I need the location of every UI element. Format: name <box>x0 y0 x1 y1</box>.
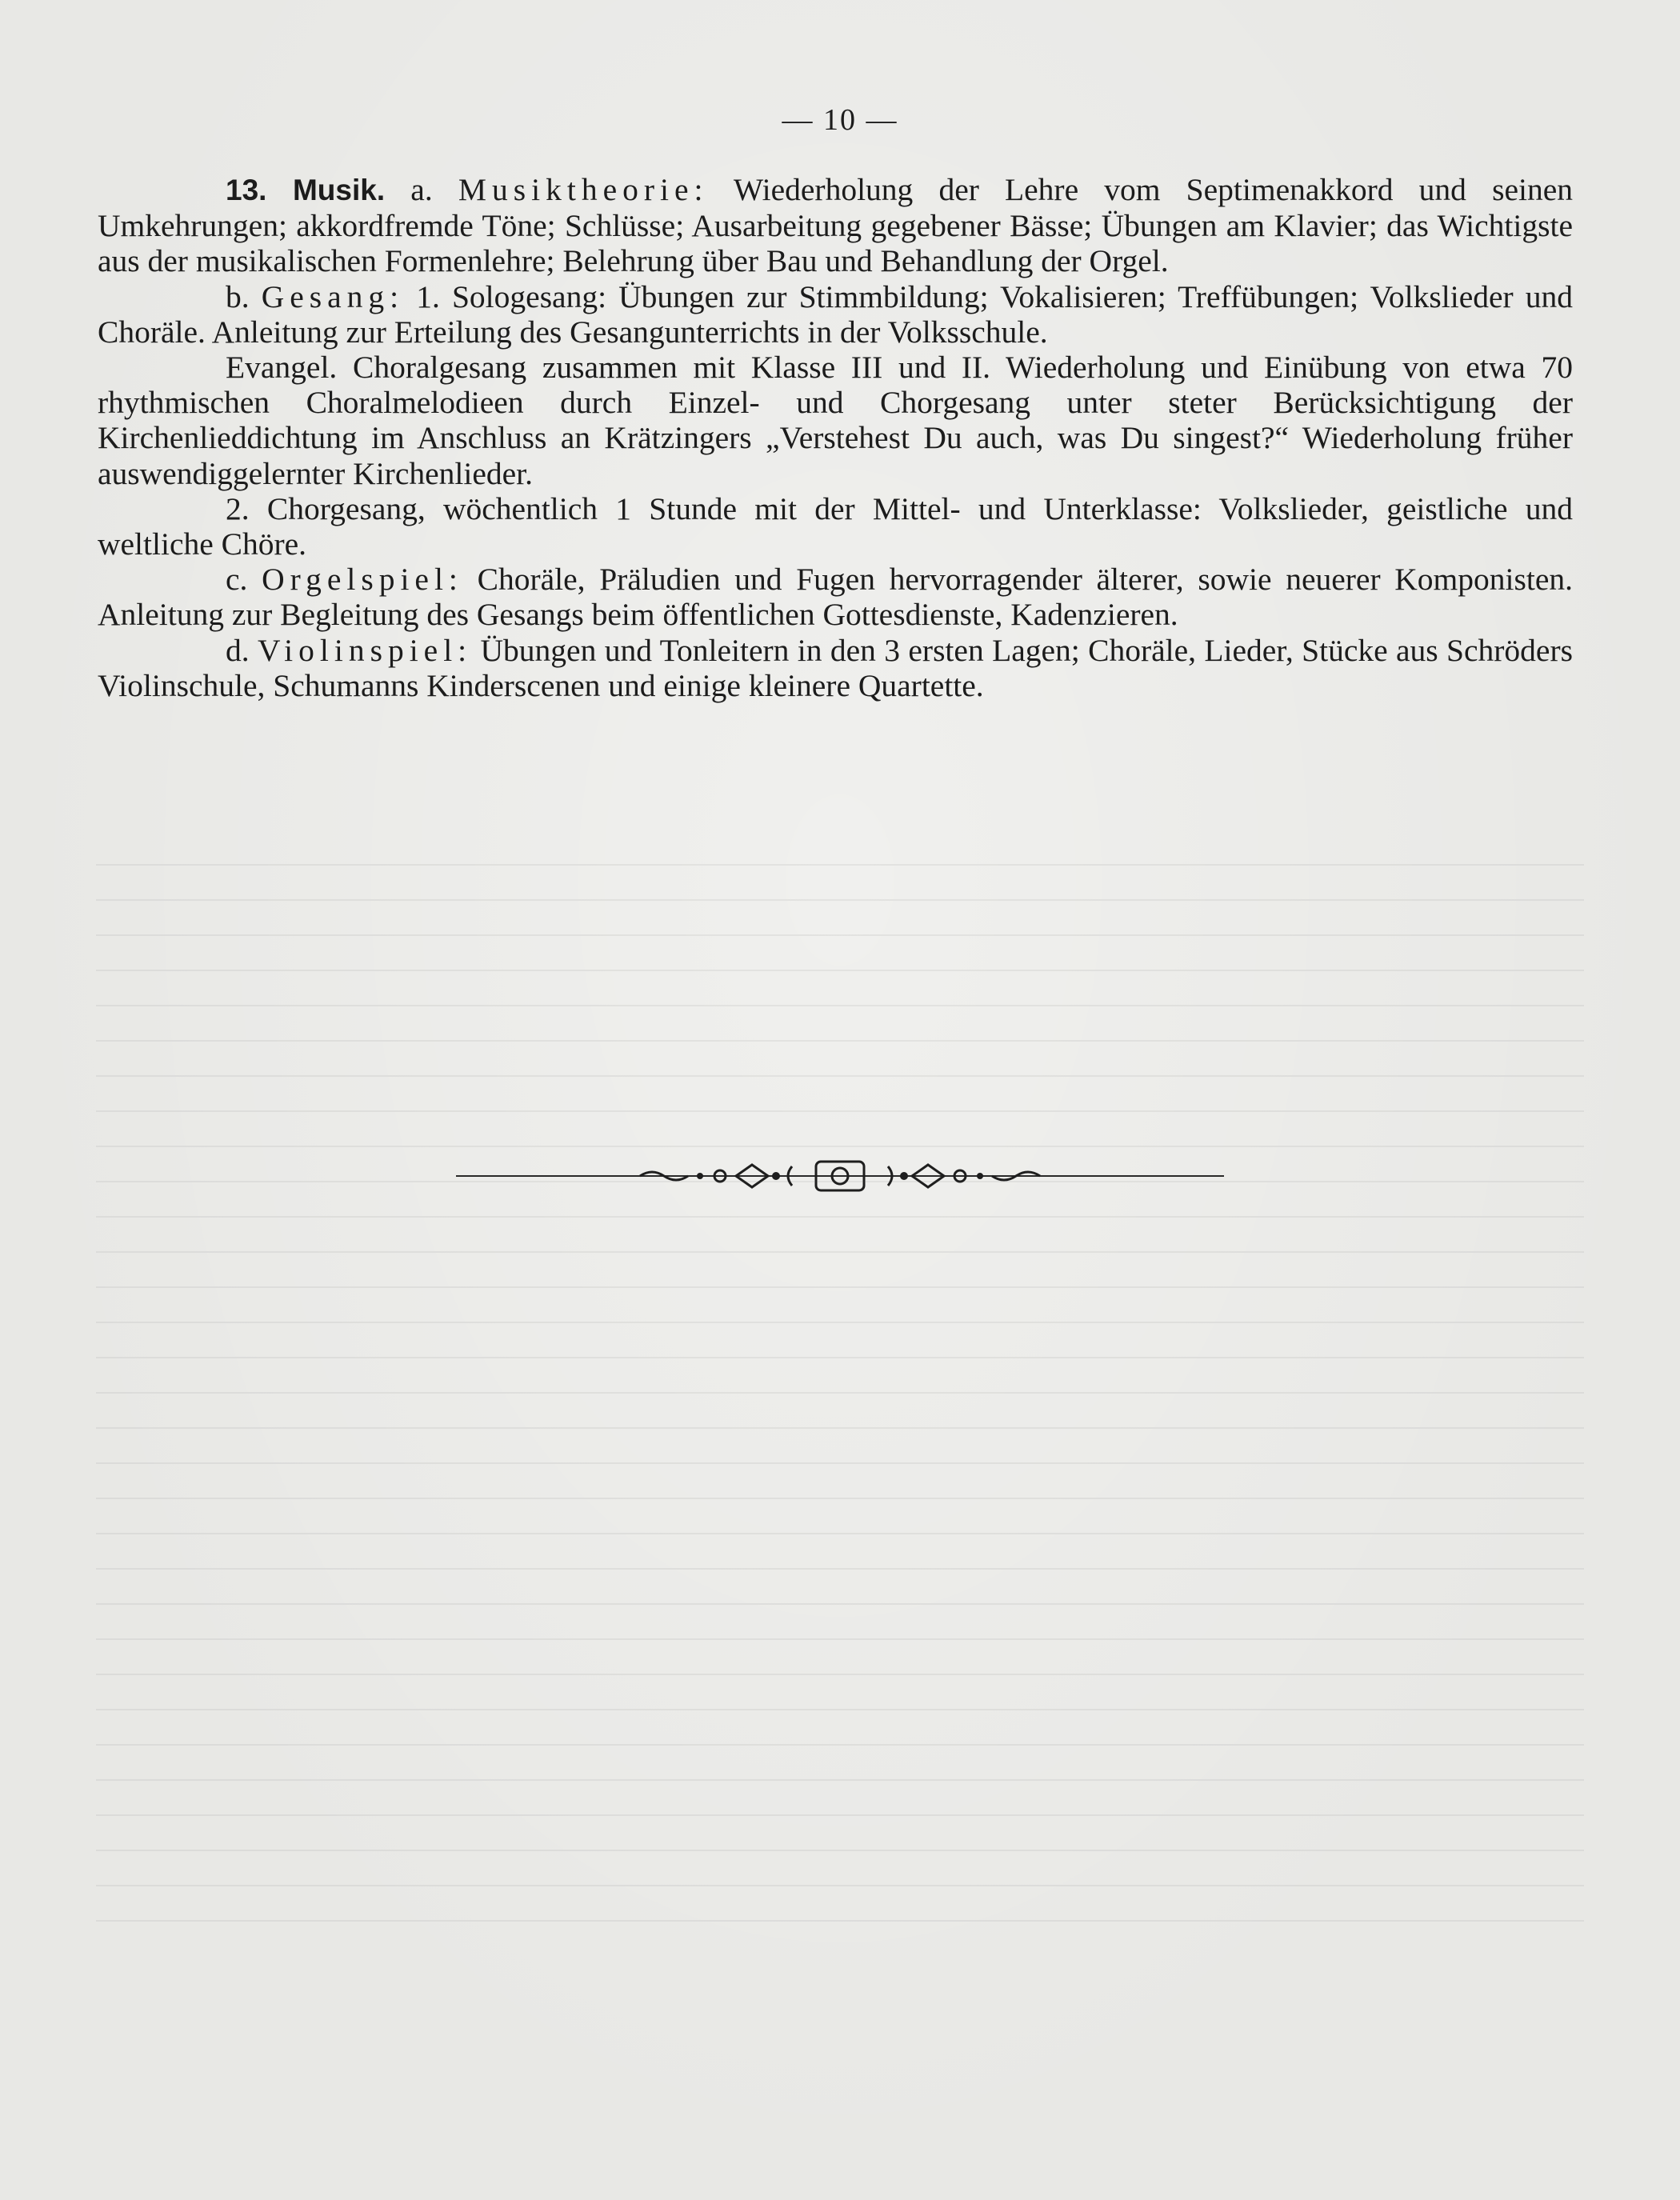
subsection-d-title: Violinspiel: <box>258 632 473 668</box>
subsection-c-text: Choräle, Präludien und Fugen hervorragender älterer, sowie neuerer Komponisten. Anleitung zur Begleitung des Gesangs beim öffentlichen Gottesdienste, Kadenzieren. <box>98 562 1574 633</box>
subsection-d-text: Übungen und Tonleitern in den 3 ersten Lagen; Choräle, Lieder, Stücke aus Schröders Violinschule, Schumanns Kinderscenen und einige kleinere Quartette. <box>98 632 1573 703</box>
subsection-b-letter: b. <box>226 278 250 314</box>
section-music <box>98 172 1573 703</box>
subsection-a-letter: a. <box>410 172 433 207</box>
page-number: — 10 — <box>782 103 898 137</box>
paragraph-singing <box>98 279 1573 350</box>
subsection-a-title: Musiktheorie: <box>458 172 709 207</box>
subsection-a-text: Wiederholung der Lehre vom Septimenakkord und seinen Umkehrungen; akkordfremde Töne; Schlüsse; Ausarbeitung gegebener Bässe; Übungen am Klavier; das Wichtigste aus der musikalischen Formenlehre; Belehrung über Bau und Behandlung der Orgel. <box>98 172 1573 279</box>
paragraph-organ <box>98 562 1573 632</box>
section-number: 13. Musik. <box>226 174 386 206</box>
paragraph-music-theory <box>98 172 1573 279</box>
subsection-b-title: Gesang: <box>261 278 405 314</box>
subsection-c-letter: c. <box>226 562 248 598</box>
subsection-b-text: 1. Sologesang: Übungen zur Stimmbildung; Vokalisieren; Treffübungen; Volkslieder und Choräle. Anleitung zur Erteilung des Gesangunterrichts in der Volksschule. <box>98 278 1574 350</box>
bleed-through-texture <box>96 864 1584 2024</box>
subsection-d-letter: d. <box>226 632 250 668</box>
paragraph-choir: 2. Chorgesang, wöchentlich 1 Stunde mit der Mittel- und Unterklasse: Volkslieder, geistliche und weltliche Chöre. <box>98 490 1573 562</box>
ornament-divider <box>456 1152 1224 1200</box>
subsection-c-title: Orgelspiel: <box>262 562 463 598</box>
paragraph-choral-singing: Evangel. Choralgesang zusammen mit Klasse III und II. Wiederholung und Einübung von etwa 70 rhythmischen Choralmelodieen durch Einzel- und Chorgesang unter steter Berücksichtigung der Kirchenlieddichtung im Anschluss an Krätzingers „Verstehest Du auch, was Du singest?“ Wiederholung früher auswendiggelernter Kirchenlieder. <box>98 350 1573 491</box>
paragraph-violin <box>98 633 1573 703</box>
